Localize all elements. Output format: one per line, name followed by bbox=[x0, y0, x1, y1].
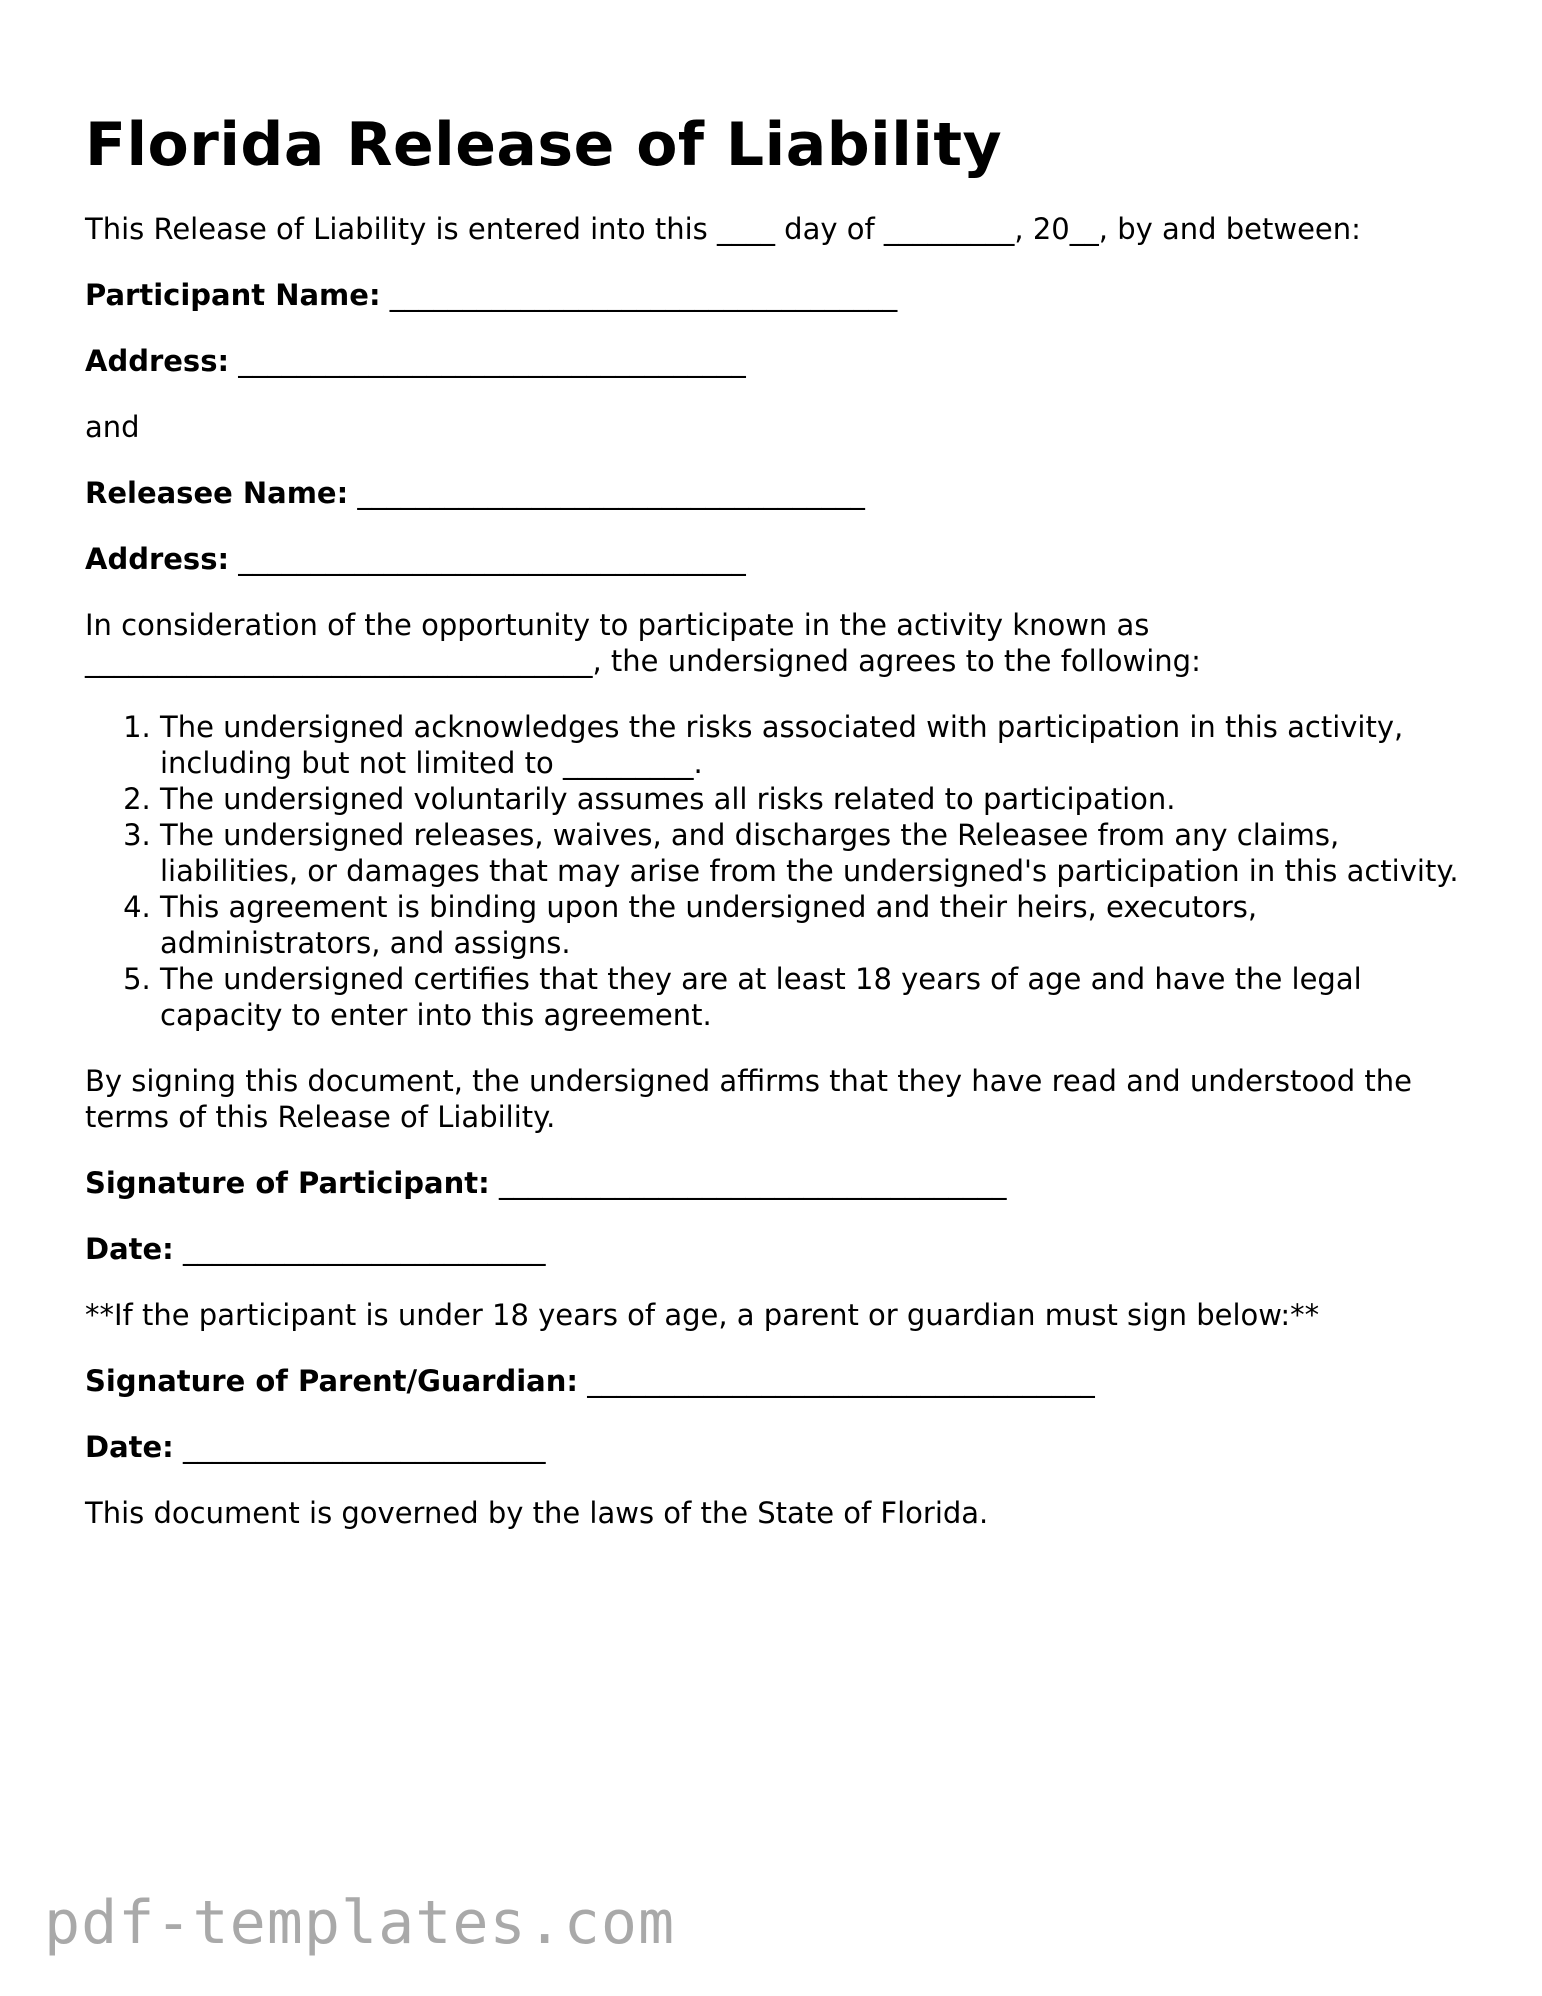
affirmation-paragraph: By signing this document, the undersigned affirms that they have read and understood the terms of this Release of Liability. bbox=[85, 1064, 1422, 1134]
participant-date-blank: _________________________ bbox=[183, 1232, 546, 1266]
participant-address-blank: ___________________________________ bbox=[238, 344, 746, 378]
term-item: 1. The undersigned acknowledges the risks associated with participation in this activity, including but not limited to _________. bbox=[160, 709, 1475, 781]
term-item: 3. The undersigned releases, waives, and discharges the Releasee from any claims, liabilities, or damages that may arise from the undersigned's participation in this activity. bbox=[160, 817, 1475, 889]
participant-name-field bbox=[85, 277, 1475, 313]
releasee-address-blank: ___________________________________ bbox=[238, 542, 746, 576]
guardian-signature-field bbox=[85, 1363, 1475, 1399]
and-text: and bbox=[85, 410, 140, 444]
participant-date-field bbox=[85, 1231, 1475, 1267]
terms-list bbox=[85, 709, 1475, 1033]
guardian-date-blank: _________________________ bbox=[183, 1430, 546, 1464]
consideration-paragraph: In consideration of the opportunity to participate in the activity known as ___________________________________, the undersigned agrees to the following: bbox=[85, 608, 1201, 678]
guardian-date-field bbox=[85, 1429, 1475, 1465]
guardian-signature-blank: ___________________________________ bbox=[587, 1364, 1095, 1398]
watermark: pdf-templates.com bbox=[44, 1888, 676, 1958]
releasee-name-blank: ___________________________________ bbox=[357, 476, 865, 510]
guardian-date-label: Date: bbox=[85, 1430, 174, 1464]
governing-law-paragraph: This document is governed by the laws of the State of Florida. bbox=[85, 1496, 989, 1530]
releasee-name-label: Releasee Name: bbox=[85, 476, 349, 510]
participant-name-blank: ___________________________________ bbox=[389, 278, 898, 312]
document-page bbox=[85, 105, 1475, 1561]
releasee-address-label: Address: bbox=[85, 542, 230, 576]
participant-address-label: Address: bbox=[85, 344, 230, 378]
term-item: 4. This agreement is binding upon the undersigned and their heirs, executors, administrators, and assigns. bbox=[160, 889, 1475, 961]
guardian-signature-label: Signature of Parent/Guardian: bbox=[85, 1364, 578, 1398]
participant-date-label: Date: bbox=[85, 1232, 174, 1266]
term-item: 2. The undersigned voluntarily assumes all risks related to participation. bbox=[160, 781, 1475, 817]
participant-name-label: Participant Name: bbox=[85, 278, 381, 312]
minor-notice: **If the participant is under 18 years of age, a parent or guardian must sign below:** bbox=[85, 1298, 1320, 1332]
intro-paragraph: This Release of Liability is entered into this ____ day of _________, 20__, by and between: bbox=[85, 212, 1361, 246]
participant-signature-field bbox=[85, 1165, 1475, 1201]
document-title: Florida Release of Liability bbox=[85, 110, 1003, 180]
term-item: 5. The undersigned certifies that they are at least 18 years of age and have the legal capacity to enter into this agreement. bbox=[160, 961, 1475, 1033]
participant-signature-blank: ___________________________________ bbox=[498, 1166, 1007, 1200]
releasee-name-field bbox=[85, 475, 1475, 511]
releasee-address-field bbox=[85, 541, 1475, 577]
participant-address-field bbox=[85, 343, 1475, 379]
participant-signature-label: Signature of Participant: bbox=[85, 1166, 490, 1200]
